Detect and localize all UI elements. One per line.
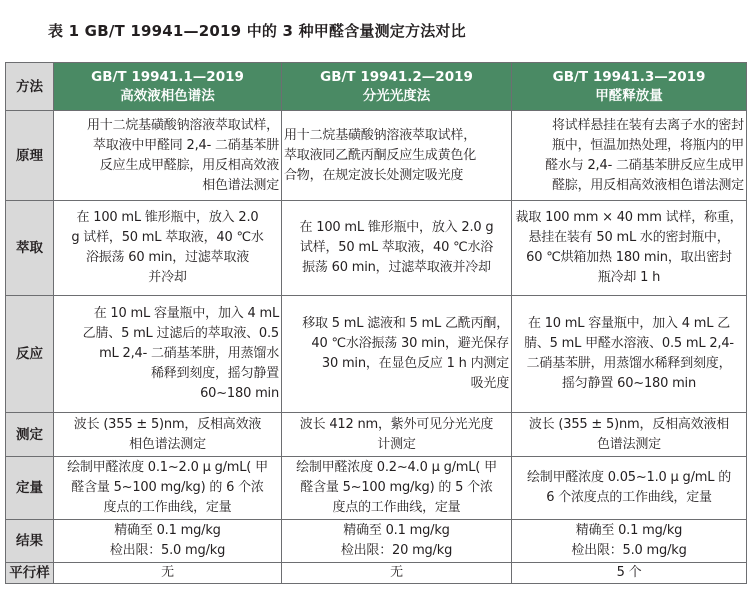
cell-line: 6 个浓度点的工作曲线，定量 xyxy=(546,490,712,505)
cell-measurement-method-1 xyxy=(54,413,282,457)
cell-line: 在 10 mL 容量瓶中，加入 4 mL xyxy=(93,306,279,321)
cell-line: 摇匀静置 60~180 min xyxy=(561,376,697,391)
cell-line: 反应生成甲醛腙，用反相高效液 xyxy=(99,157,279,173)
cell-line: 波长 412 nm，紫外可见分光光度 xyxy=(299,416,494,432)
method-1-code: GB/T 19941.1—2019 xyxy=(91,68,244,85)
cell-line: 度点的工作曲线，定量 xyxy=(332,500,461,515)
cell-line: 检出限：5.0 mg/kg xyxy=(571,543,687,558)
row-reaction xyxy=(6,296,747,413)
cell-principle-method-3 xyxy=(512,111,747,201)
row-extraction xyxy=(6,201,747,296)
header-row xyxy=(6,63,747,111)
cell-line: 悬挂在装有 50 mL 水的密封瓶中， xyxy=(528,230,730,245)
cell-line: mL 2,4- 二硝基苯肼，用蒸馏水 xyxy=(99,346,279,361)
header-method-3 xyxy=(512,63,747,111)
cell-line: 60~180 min xyxy=(200,386,279,401)
cell-result-method-3 xyxy=(512,520,747,563)
header-method-1 xyxy=(54,63,282,111)
method-3-code: GB/T 19941.3—2019 xyxy=(552,68,706,85)
cell-line: 度点的工作曲线，定量 xyxy=(103,500,232,515)
cell-line: 检出限：20 mg/kg xyxy=(340,543,453,558)
cell-line: 二硝基苯肼，用蒸馏水稀释到刻度， xyxy=(526,356,732,371)
cell-extraction-method-1 xyxy=(54,201,282,296)
cell-line: g 试样，50 mL 萃取液，40 ℃水 xyxy=(71,230,264,245)
cell-line: 试样，50 mL 萃取液，40 ℃水浴 xyxy=(299,240,494,255)
cell-line: 萃取液同乙酰丙酮反应生成黄色化 xyxy=(284,147,477,163)
table-title: 表 1 GB/T 19941—2019 中的 3 种甲醛含量测定方法对比 xyxy=(48,22,466,40)
cell-reaction-method-1 xyxy=(54,296,282,413)
cell-principle-method-1 xyxy=(54,111,282,201)
cell-reaction-method-3 xyxy=(512,296,747,413)
cell-line: 无 xyxy=(161,565,174,580)
cell-line: 计测定 xyxy=(377,436,416,452)
cell-result-method-1 xyxy=(54,520,282,563)
header-method-2 xyxy=(282,63,512,111)
cell-line: 波长 (355 ± 5)nm，反相高效液相 xyxy=(528,416,730,432)
cell-line: 绘制甲醛浓度 0.1~2.0 μ g/mL( 甲 xyxy=(67,460,268,475)
cell-line: 乙腈、5 mL 过滤后的萃取液、0.5 xyxy=(82,326,279,341)
cell-reaction-method-2 xyxy=(282,296,512,413)
cell-line: 腈、5 mL 甲醛水溶液、0.5 mL 2,4- xyxy=(524,336,734,351)
cell-line: 波长 (355 ± 5)nm，反相高效液 xyxy=(73,416,262,432)
cell-line: 并冷却 xyxy=(148,270,187,285)
cell-line: 裁取 100 mm × 40 mm 试样，称重， xyxy=(515,210,743,225)
row-measurement xyxy=(6,413,747,457)
method-3-name: 甲醛释放量 xyxy=(595,87,663,104)
cell-line: 用十二烷基磺酸钠溶液萃取试样， xyxy=(284,127,477,143)
cell-line: 醛含量 5~100 mg/kg) 的 6 个浓 xyxy=(71,480,264,495)
cell-line: 检出限：5.0 mg/kg xyxy=(109,543,226,558)
cell-line: 在 100 mL 锥形瓶中，放入 2.0 xyxy=(76,210,259,225)
cell-line: 醛含量 5~100 mg/kg) 的 5 个浓 xyxy=(300,480,493,495)
cell-result-method-2 xyxy=(282,520,512,563)
method-2-code: GB/T 19941.2—2019 xyxy=(320,68,473,85)
cell-line: 精确至 0.1 mg/kg xyxy=(114,523,221,538)
cell-line: 醛腙，用反相高效液相色谱法测定 xyxy=(551,177,744,193)
cell-line: 40 ℃水浴振荡 30 min，避光保存 xyxy=(311,336,509,351)
row-label: 平行样 xyxy=(6,563,54,584)
cell-line: 精确至 0.1 mg/kg xyxy=(343,523,450,538)
cell-line: 振荡 60 min，过滤萃取液并冷却 xyxy=(302,260,491,275)
cell-line: 吸光度 xyxy=(470,376,509,391)
row-quantification xyxy=(6,457,747,520)
cell-measurement-method-2 xyxy=(282,413,512,457)
cell-line: 瓶冷却 1 h xyxy=(597,270,661,285)
cell-line: 在 10 mL 容量瓶中，加入 4 mL 乙 xyxy=(527,316,731,331)
cell-line: 无 xyxy=(390,565,403,580)
cell-line: 浴振荡 60 min，过滤萃取液 xyxy=(85,250,250,265)
cell-line: 瓶中，恒温加热处理，将瓶内的甲 xyxy=(551,137,744,153)
cell-line: 5 个 xyxy=(616,565,642,580)
cell-line: 合物，在规定波长处测定吸光度 xyxy=(284,167,464,183)
row-parallel xyxy=(6,563,747,584)
cell-line: 醛水与 2,4- 二硝基苯肼反应生成甲 xyxy=(545,157,744,173)
row-label: 定量 xyxy=(6,457,54,520)
cell-line: 30 min，在显色反应 1 h 内测定 xyxy=(321,356,509,371)
method-1-name: 高效液相色谱法 xyxy=(120,87,215,104)
row-result xyxy=(6,520,747,563)
cell-quantification-method-1 xyxy=(54,457,282,520)
row-label: 原理 xyxy=(6,111,54,201)
row-label: 萃取 xyxy=(6,201,54,296)
cell-line: 色谱法测定 xyxy=(596,436,661,452)
cell-principle-method-2 xyxy=(282,111,512,201)
cell-line: 稀释到刻度，摇匀静置 xyxy=(150,366,279,381)
row-principle xyxy=(6,111,747,201)
cell-quantification-method-2 xyxy=(282,457,512,520)
row-label: 测定 xyxy=(6,413,54,457)
method-2-name: 分光光度法 xyxy=(362,87,431,104)
cell-line: 精确至 0.1 mg/kg xyxy=(575,523,683,538)
cell-extraction-method-2 xyxy=(282,201,512,296)
header-method-label: 方法 xyxy=(6,63,54,111)
cell-line: 萃取液中甲醛同 2,4- 二硝基苯肼 xyxy=(92,137,279,153)
cell-line: 60 ℃烘箱加热 180 min，取出密封 xyxy=(526,250,732,265)
cell-quantification-method-3 xyxy=(512,457,747,520)
cell-line: 相色谱法测定 xyxy=(129,436,206,452)
cell-line: 绘制甲醛浓度 0.05~1.0 μ g/mL 的 xyxy=(526,470,732,485)
cell-parallel-method-3 xyxy=(512,563,747,584)
cell-parallel-method-1 xyxy=(54,563,282,584)
cell-extraction-method-3 xyxy=(512,201,747,296)
cell-line: 绘制甲醛浓度 0.2~4.0 μ g/mL( 甲 xyxy=(296,460,497,475)
cell-line: 用十二烷基磺酸钠溶液萃取试样， xyxy=(86,117,279,133)
cell-line: 在 100 mL 锥形瓶中，放入 2.0 g xyxy=(299,220,494,235)
cell-line: 移取 5 mL 滤液和 5 mL 乙酰丙酮， xyxy=(302,316,509,331)
comparison-table xyxy=(5,62,747,584)
cell-measurement-method-3 xyxy=(512,413,747,457)
row-label: 结果 xyxy=(6,520,54,563)
cell-line: 将试样悬挂在装有去离子水的密封 xyxy=(551,117,744,133)
cell-parallel-method-2 xyxy=(282,563,512,584)
row-label: 反应 xyxy=(6,296,54,413)
cell-line: 相色谱法测定 xyxy=(202,177,279,193)
